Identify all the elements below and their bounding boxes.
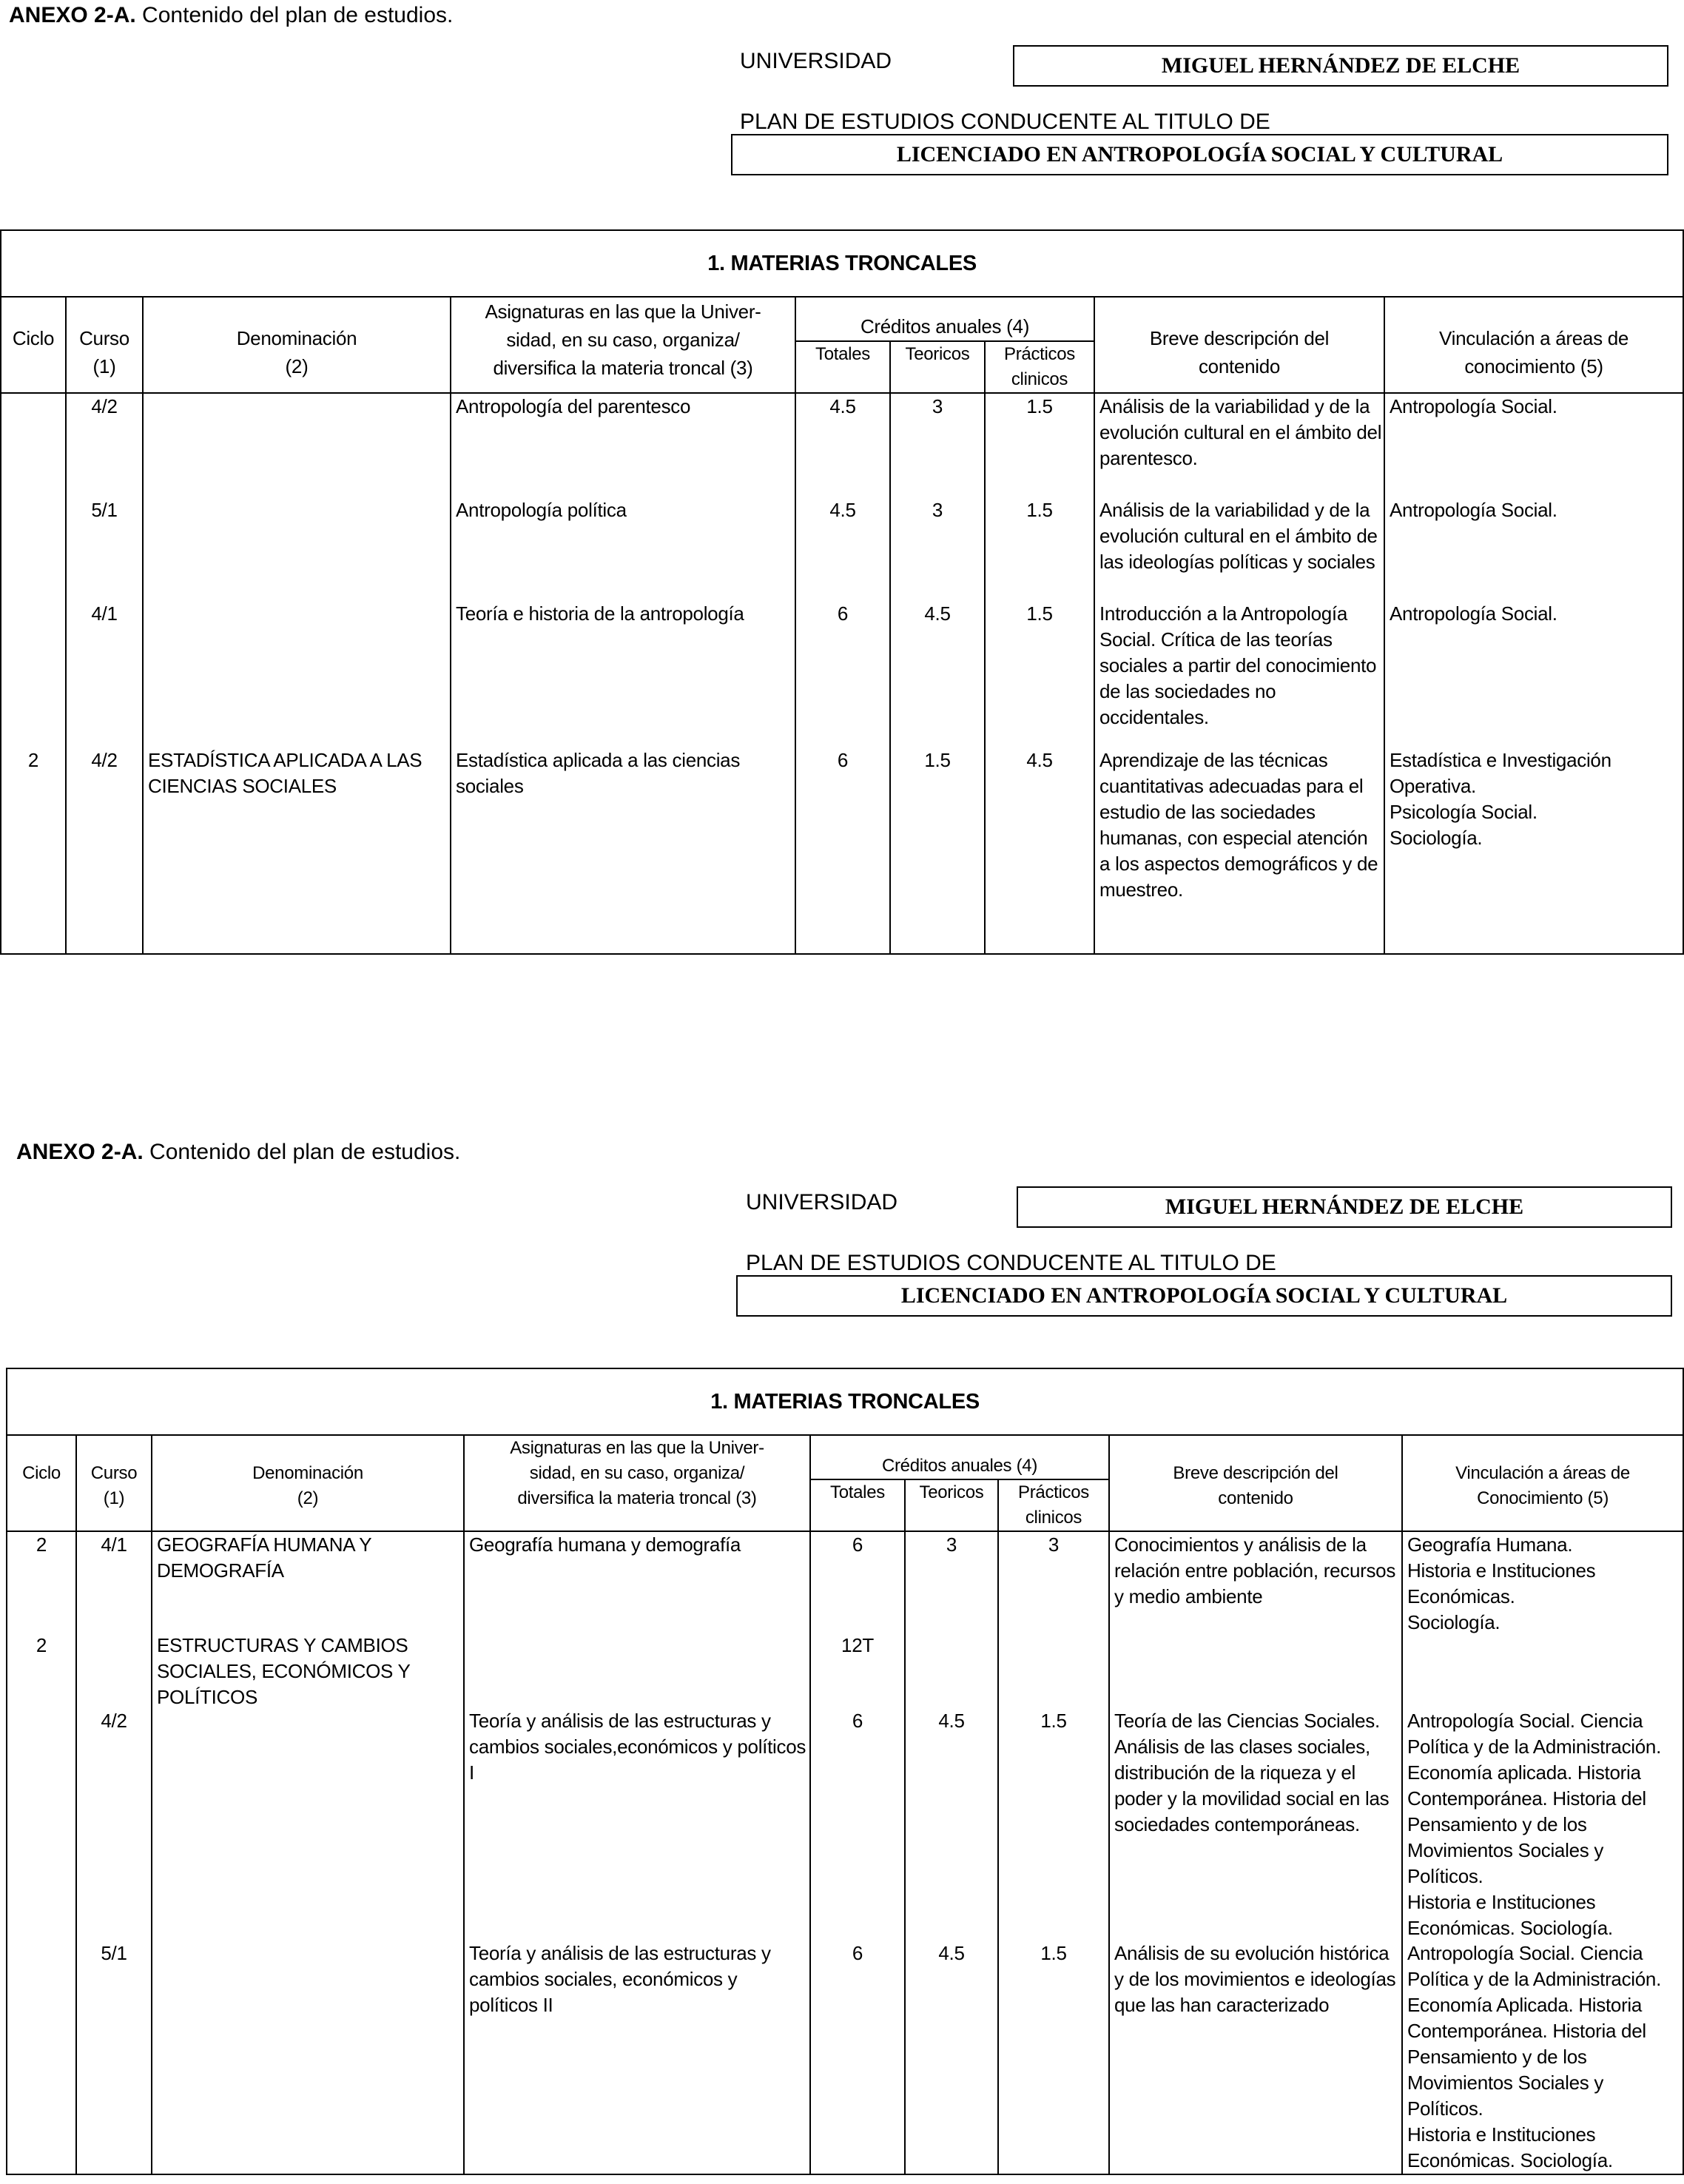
table-row-descripcion: Aprendizaje de las técnicas cuantitativas adecuadas para el estudio de las sociedades humanas, con especial atención a los aspectos demográficos y de muestreo. (1099, 749, 1378, 901)
table-row-descripcion: Teoría de las Ciencias Sociales. Análisis de las clases sociales, distribución de la riqueza y el poder y la movilidad social en las sociedades contemporáneas. (1114, 1710, 1390, 1835)
table-row-descripcion: Análisis de su evolución histórica y de los movimientos e ideologías que las han caracterizado (1114, 1942, 1396, 2016)
materias-troncales-table (6, 1368, 1684, 2175)
header-vinculacion: Vinculación a áreas de Conocimiento (5) (1402, 1435, 1683, 1531)
table-row-totales: 6 (852, 1942, 863, 1964)
table-row-vinculacion: Estadística e Investigación Operativa. Psicología Social. Sociología. (1390, 749, 1611, 849)
table-row-teoricos: 4.5 (938, 1942, 965, 1964)
table-row-teoricos: 3 (932, 395, 943, 417)
table-row-curso: 4/2 (91, 749, 118, 771)
table-row-totales: 6 (837, 602, 849, 625)
table-row-vinculacion: Antropología Social. (1390, 602, 1557, 625)
materias-troncales-table (0, 229, 1684, 955)
col-vinculacion (1402, 1531, 1683, 2174)
header-teoricos: Teoricos (890, 341, 985, 393)
universidad-label: UNIVERSIDAD (740, 49, 892, 73)
col-descripcion (1094, 393, 1384, 954)
col-teoricos (905, 1531, 998, 2174)
table-row-descripcion: Introducción a la Antropología Social. Crítica de las teorías sociales a partir del conocimiento de las sociedades no occidentales. (1099, 602, 1377, 728)
header-asignaturas: Asignaturas en las que la Univer- sidad, en su caso, organiza/ diversifica la materia troncal (3) (451, 297, 795, 393)
header-creditos: Créditos anuales (4) (795, 297, 1094, 341)
table-row-denominacion: ESTADÍSTICA APLICADA A LAS CIENCIAS SOCIALES (148, 749, 422, 797)
header-practicos: Prácticos clinicos (985, 341, 1094, 393)
header-teoricos: Teoricos (905, 1479, 998, 1531)
table-row-totales: 12T (841, 1634, 874, 1656)
table-row-teoricos: 4.5 (924, 602, 951, 625)
table-row-totales: 6 (852, 1533, 863, 1556)
header-vinculacion: Vinculación a áreas de conocimiento (5) (1384, 297, 1683, 393)
table-row-curso: 4/1 (91, 602, 118, 625)
plan-label: PLAN DE ESTUDIOS CONDUCENTE AL TITULO DE (740, 110, 1270, 134)
anexo-heading: ANEXO 2-A. Contenido del plan de estudios. (9, 3, 454, 27)
table-row-totales: 6 (852, 1710, 863, 1732)
table-row-teoricos: 3 (932, 499, 943, 521)
header-totales: Totales (795, 341, 890, 393)
table-row-asignatura: Teoría e historia de la antropología (456, 602, 744, 625)
table-row-totales: 4.5 (829, 499, 856, 521)
header-totales: Totales (810, 1479, 905, 1531)
col-denominacion (143, 393, 451, 954)
table-row-curso: 4/1 (101, 1533, 127, 1556)
table-row-practicos: 1.5 (1040, 1710, 1067, 1732)
col-practicos (998, 1531, 1109, 2174)
col-teoricos (890, 393, 985, 954)
table-row-asignatura: Antropología del parentesco (456, 395, 691, 417)
col-denominacion (152, 1531, 464, 2174)
table-row-practicos: 3 (1048, 1533, 1060, 1556)
table-row-practicos: 1.5 (1026, 602, 1053, 625)
table-row-practicos: 1.5 (1026, 499, 1053, 521)
header-creditos: Créditos anuales (4) (810, 1435, 1109, 1479)
table-row-asignatura: Teoría y análisis de las estructuras y cambios sociales, económicos y políticos II (469, 1942, 771, 2016)
table-row-ciclo: 2 (36, 1533, 47, 1556)
header-denominacion: Denominación (2) (143, 297, 451, 393)
table-title: 1. MATERIAS TRONCALES (1, 230, 1683, 297)
table-row-vinculacion: Geografía Humana. Historia e Instituciones Económicas. Sociología. (1407, 1533, 1596, 1633)
table-row-curso: 4/2 (91, 395, 118, 417)
header-ciclo: Ciclo (1, 297, 66, 393)
universidad-value: MIGUEL HERNÁNDEZ DE ELCHE (1013, 45, 1668, 87)
table-row-descripcion: Análisis de la variabilidad y de la evolución cultural en el ámbito de las ideologías políticas y sociales (1099, 499, 1378, 573)
header-breve: Breve descripción del contenido (1094, 297, 1384, 393)
table-row-totales: 4.5 (829, 395, 856, 417)
header-ciclo: Ciclo (7, 1435, 76, 1531)
header-curso: Curso (1) (66, 297, 143, 393)
table-row-curso: 4/2 (101, 1710, 127, 1732)
anexo-heading: ANEXO 2-A. Contenido del plan de estudios. (16, 1140, 461, 1164)
table-row-vinculacion: Antropología Social. (1390, 395, 1557, 417)
table-row-totales: 6 (837, 749, 849, 771)
table-title: 1. MATERIAS TRONCALES (7, 1368, 1683, 1435)
table-row-asignatura: Antropología política (456, 499, 627, 521)
table-row-practicos: 1.5 (1040, 1942, 1067, 1964)
col-curso (76, 1531, 152, 2174)
table-row-denominacion: GEOGRAFÍA HUMANA Y DEMOGRAFÍA (157, 1533, 372, 1582)
col-totales (795, 393, 890, 954)
table-row-vinculacion: Antropología Social. Ciencia Política y de la Administración. Economía aplicada. Historia Contemporánea. Historia del Pensamiento y de los Movimientos Sociales y Políticos. Historia e Instituciones Económicas. Sociología. (1407, 1710, 1662, 1939)
header-denominacion: Denominación (2) (152, 1435, 464, 1531)
table-row-vinculacion: Antropología Social. Ciencia Política y de la Administración. Economía Aplicada. Historia Contemporánea. Historia del Pensamiento y de los Movimientos Sociales y Políticos. Historia e Instituciones Económicas. Sociología. (1407, 1942, 1662, 2171)
col-ciclo (1, 393, 66, 954)
table-row-teoricos: 3 (946, 1533, 957, 1556)
header-practicos: Prácticos clinicos (998, 1479, 1109, 1531)
table-row-ciclo: 2 (36, 1634, 47, 1656)
header-breve: Breve descripción del contenido (1109, 1435, 1402, 1531)
universidad-label: UNIVERSIDAD (746, 1190, 898, 1214)
col-ciclo (7, 1531, 76, 2174)
table-row-asignatura: Teoría y análisis de las estructuras y cambios sociales,económicos y políticos I (469, 1710, 806, 1784)
table-row-teoricos: 1.5 (924, 749, 951, 771)
col-descripcion (1109, 1531, 1402, 2174)
table-row-vinculacion: Antropología Social. (1390, 499, 1557, 521)
col-asignatura (464, 1531, 810, 2174)
col-curso (66, 393, 143, 954)
table-row-asignatura: Geografía humana y demografía (469, 1533, 741, 1556)
col-vinculacion (1384, 393, 1683, 954)
table-row-asignatura: Estadística aplicada a las ciencias sociales (456, 749, 741, 797)
col-asignatura (451, 393, 795, 954)
universidad-value: MIGUEL HERNÁNDEZ DE ELCHE (1017, 1186, 1672, 1228)
col-practicos (985, 393, 1094, 954)
table-row-practicos: 4.5 (1026, 749, 1053, 771)
table-row-ciclo: 2 (27, 749, 39, 771)
table-row-practicos: 1.5 (1026, 395, 1053, 417)
table-row-curso: 5/1 (101, 1942, 127, 1964)
titulo-value: LICENCIADO EN ANTROPOLOGÍA SOCIAL Y CULTURAL (736, 1275, 1672, 1317)
plan-label: PLAN DE ESTUDIOS CONDUCENTE AL TITULO DE (746, 1251, 1276, 1275)
header-asignaturas: Asignaturas en las que la Univer- sidad, en su caso, organiza/ diversifica la materia troncal (3) (464, 1435, 810, 1531)
table-row-curso: 5/1 (91, 499, 118, 521)
col-totales (810, 1531, 905, 2174)
table-row-descripcion: Conocimientos y análisis de la relación entre población, recursos y medio ambiente (1114, 1533, 1396, 1607)
table-row-teoricos: 4.5 (938, 1710, 965, 1732)
table-row-denominacion: ESTRUCTURAS Y CAMBIOS SOCIALES, ECONÓMICOS Y POLÍTICOS (157, 1634, 411, 1708)
titulo-value: LICENCIADO EN ANTROPOLOGÍA SOCIAL Y CULTURAL (731, 134, 1668, 175)
table-row-descripcion: Análisis de la variabilidad y de la evolución cultural en el ámbito del parentesco. (1099, 395, 1382, 469)
header-curso: Curso (1) (76, 1435, 152, 1531)
